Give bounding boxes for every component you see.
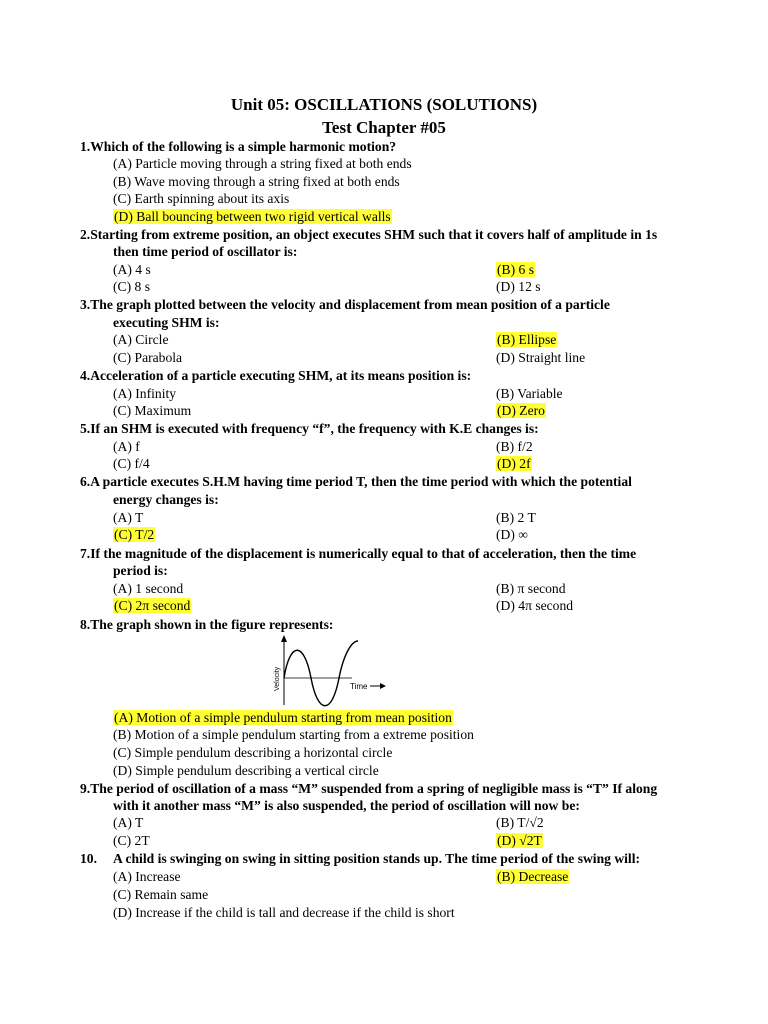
q10-option-c: (C) Remain same bbox=[113, 887, 209, 902]
graph-x-arrow-head bbox=[380, 683, 386, 689]
answer-highlight: (B) Decrease bbox=[497, 869, 569, 884]
q7-option-a: (A) 1 second bbox=[113, 581, 184, 596]
answer-highlight: (A) Motion of a simple pendulum starting from mean position bbox=[114, 710, 452, 725]
answer-highlight: (D) Zero bbox=[497, 403, 545, 418]
q2-option-a: (A) 4 s bbox=[113, 262, 151, 277]
q10-option-b bbox=[496, 868, 569, 885]
q2-option-b bbox=[496, 261, 535, 278]
q1-option-b: (B) Wave moving through a string fixed at both ends bbox=[113, 174, 400, 189]
graph-x-label: Time bbox=[350, 682, 368, 691]
question-9-cont: with it another mass “M” is also suspended, the period of oscillation will now be: bbox=[113, 798, 580, 813]
q3-option-c: (C) Parabola bbox=[113, 350, 183, 365]
q4-option-a: (A) Infinity bbox=[113, 386, 177, 401]
q3-option-b bbox=[496, 331, 557, 348]
velocity-time-graph bbox=[268, 633, 390, 711]
page-subtitle: Test Chapter #05 bbox=[322, 118, 446, 137]
graph-sine-curve bbox=[284, 641, 358, 706]
graph-y-arrow bbox=[281, 635, 287, 642]
question-1: 1.Which of the following is a simple harmonic motion? bbox=[80, 139, 397, 154]
q8-option-b: (B) Motion of a simple pendulum starting from a extreme position bbox=[113, 727, 474, 742]
question-5: 5.If an SHM is executed with frequency “f”, the frequency with K.E changes is: bbox=[80, 421, 539, 436]
q3-option-a: (A) Circle bbox=[113, 332, 169, 347]
q9-option-c: (C) 2T bbox=[113, 833, 150, 848]
q2-option-d: (D) 12 s bbox=[496, 279, 541, 294]
q10-option-a: (A) Increase bbox=[113, 869, 181, 884]
question-9: 9.The period of oscillation of a mass “M” suspended from a spring of negligible mass is “T” If along bbox=[80, 781, 658, 796]
page-title: Unit 05: OSCILLATIONS (SOLUTIONS) bbox=[230, 95, 538, 114]
question-6: 6.A particle executes S.H.M having time period T, then the time period with which the potential bbox=[80, 474, 632, 489]
q3-option-d: (D) Straight line bbox=[496, 350, 586, 365]
q8-option-d: (D) Simple pendulum describing a vertical circle bbox=[113, 763, 379, 778]
answer-highlight: (B) Ellipse bbox=[497, 332, 557, 347]
answer-highlight: (D) Ball bouncing between two rigid vertical walls bbox=[114, 209, 391, 224]
q4-option-c: (C) Maximum bbox=[113, 403, 192, 418]
q1-option-c: (C) Earth spinning about its axis bbox=[113, 191, 290, 206]
q7-option-b: (B) π second bbox=[496, 581, 566, 596]
q9-option-b: (B) T/√2 bbox=[496, 815, 544, 830]
question-7-cont: period is: bbox=[113, 563, 168, 578]
q2-option-c: (C) 8 s bbox=[113, 279, 151, 294]
question-3: 3.The graph plotted between the velocity and displacement from mean position of a particle bbox=[80, 297, 610, 312]
q6-option-c bbox=[113, 526, 155, 543]
q10-option-d: (D) Increase if the child is tall and decrease if the child is short bbox=[113, 905, 455, 920]
q9-option-d bbox=[496, 832, 543, 849]
question-2: 2.Starting from extreme position, an object executes SHM such that it covers half of amplitude in 1s bbox=[80, 227, 658, 242]
question-3-cont: executing SHM is: bbox=[113, 315, 220, 330]
q5-option-c: (C) f/4 bbox=[113, 456, 150, 471]
q5-option-d bbox=[496, 455, 532, 472]
question-2-cont: then time period of oscillator is: bbox=[113, 244, 298, 259]
q6-option-d: (D) ∞ bbox=[496, 527, 528, 542]
q4-option-d bbox=[496, 402, 546, 419]
answer-highlight: (D) √2T bbox=[497, 833, 542, 848]
q1-option-d bbox=[113, 208, 392, 225]
q6-option-b: (B) 2 T bbox=[496, 510, 536, 525]
q8-option-c: (C) Simple pendulum describing a horizontal circle bbox=[113, 745, 393, 760]
answer-highlight: (D) 2f bbox=[497, 456, 531, 471]
q5-option-b: (B) f/2 bbox=[496, 439, 533, 454]
q7-option-d: (D) 4π second bbox=[496, 598, 574, 613]
graph-y-label: Velocity bbox=[274, 666, 281, 691]
question-6-cont: energy changes is: bbox=[113, 492, 219, 507]
q9-option-a: (A) T bbox=[113, 815, 144, 830]
answer-highlight: (C) 2π second bbox=[114, 598, 191, 613]
question-7: 7.If the magnitude of the displacement is numerically equal to that of acceleration, then the time bbox=[80, 546, 637, 561]
q1-option-a: (A) Particle moving through a string fixed at both ends bbox=[113, 156, 412, 171]
q6-option-a: (A) T bbox=[113, 510, 144, 525]
q4-option-b: (B) Variable bbox=[496, 386, 563, 401]
question-10: A child is swinging on swing in sitting position stands up. The time period of the swing will: bbox=[113, 851, 641, 866]
answer-highlight: (C) T/2 bbox=[114, 527, 155, 542]
question-4: 4.Acceleration of a particle executing SHM, at its means position is: bbox=[80, 368, 472, 383]
q8-option-a bbox=[113, 709, 453, 726]
q7-option-c bbox=[113, 597, 191, 614]
answer-highlight: (B) 6 s bbox=[497, 262, 535, 277]
q5-option-a: (A) f bbox=[113, 439, 140, 454]
question-8: 8.The graph shown in the figure represents: bbox=[80, 617, 334, 632]
question-10-number: 10. bbox=[80, 851, 97, 866]
